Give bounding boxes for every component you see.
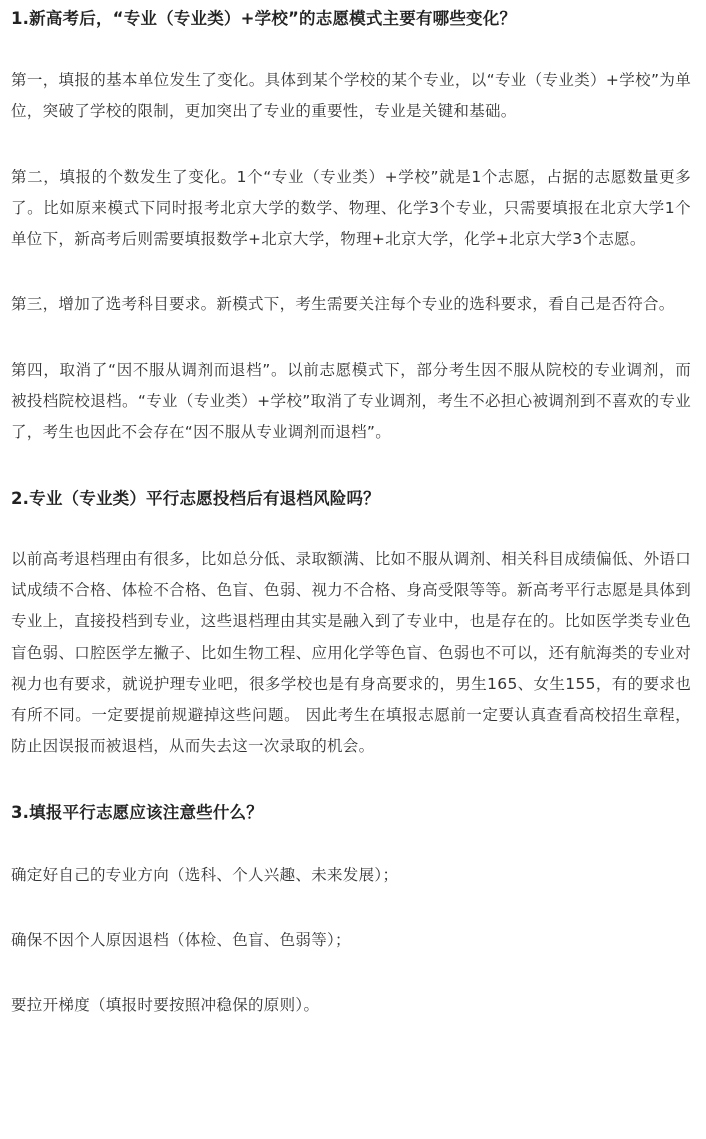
section-1-paragraph-3: 第三，增加了选考科目要求。新模式下，考生需要关注每个专业的选科要求，看自己是否符合。	[11, 295, 675, 314]
section-3-item-3: 要拉开梯度（填报时要按照冲稳保的原则）。	[11, 996, 320, 1015]
section-3-item-1: 确定好自己的专业方向（选科、个人兴趣、未来发展）；	[11, 865, 399, 884]
section-3-item-2: 确保不因个人原因退档（体检、色盲、色弱等）；	[11, 931, 351, 950]
section-3-heading: 3.填报平行志愿应该注意些什么？	[11, 802, 263, 822]
section-1-paragraph-4: 第四，取消了“因不服从调剂而退档”。以前志愿模式下，部分考生因不服从院校的专业调剂，而被投档院校退档。“专业（专业类）+学校”取消了专业调剂，考生不必担心被调剂到不喜欢的专业了，考生也因此不会存在“因不服从专业调剂而退档”。	[11, 360, 691, 442]
section-1-paragraph-1: 第一，填报的基本单位发生了变化。具体到某个学校的某个专业，以“专业（专业类）+学校”为单位，突破了学校的限制，更加突出了专业的重要性，专业是关键和基础。	[11, 71, 691, 121]
section-1-heading: 1.新高考后，“专业（专业类）+学校”的志愿模式主要有哪些变化？	[11, 9, 517, 28]
section-2-heading: 2.专业（专业类）平行志愿投档后有退档风险吗？	[11, 488, 380, 508]
article-body	[11, 0, 691, 1022]
section-2-paragraph-1: 以前高考退档理由有很多，比如总分低、录取额满、比如不服从调剂、相关科目成绩偏低、外语口试成绩不合格、体检不合格、色盲、色弱、视力不合格、身高受限等等。新高考平行志愿是具体到专业上，直接投档到专业，这些退档理由其实是融入到了专业中，也是存在的。比如医学类专业色盲色弱、口腔医学左撇子、比如生物工程、应用化学等色盲、色弱也不可以，还有航海类的专业对视力也有要求，就说护理专业吧，很多学校也是有身高要求的，男生165、女生155，有的要求也有所不同。一定要提前规避掉这些问题。 因此考生在填报志愿前一定要认真查看高校招生章程，防止因误报而被退档，从而失去这一次录取的机会。	[11, 549, 691, 756]
section-1-paragraph-2: 第二，填报的个数发生了变化。1个“专业（专业类）+学校”就是1个志愿，占据的志愿数量更多了。比如原来模式下同时报考北京大学的数学、物理、化学3个专业，只需要填报在北京大学1个单位下，新高考后则需要填报数学+北京大学，物理+北京大学，化学+北京大学3个志愿。	[11, 167, 691, 249]
